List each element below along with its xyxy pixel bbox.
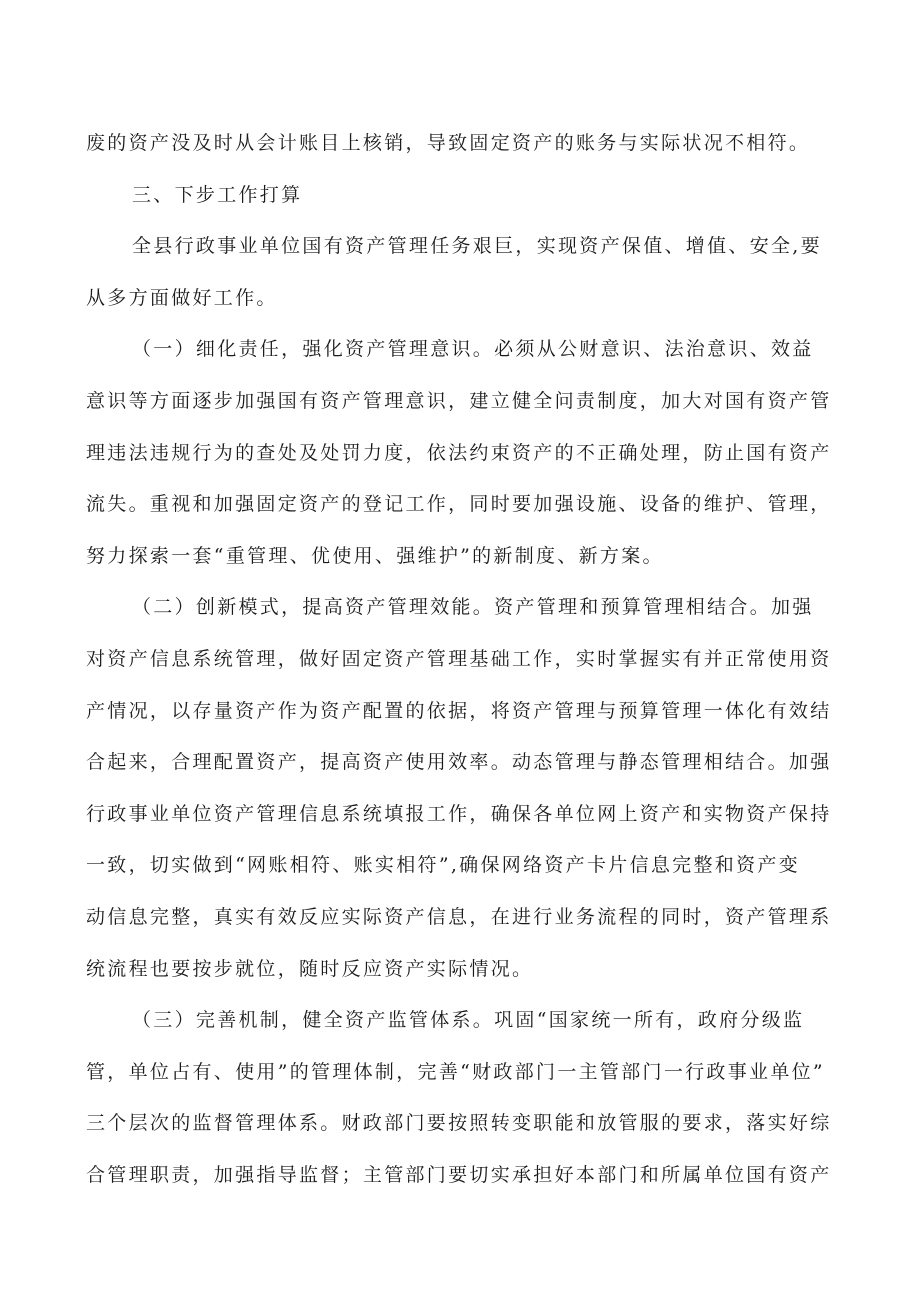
text-line: 流失。重视和加强固定资产的登记工作，同时要加强设施、设备的维护、管理， [86, 493, 832, 516]
text-line: 一致，切实做到“网账相符、账实相符”,确保网络资产卡片信息完整和资产变 [86, 854, 800, 877]
text-line: 动信息完整，真实有效反应实际资产信息，在进行业务流程的同时，资产管理系 [86, 905, 832, 928]
section-heading: 三、下步工作打算 [132, 183, 303, 206]
text-line: 行政事业单位资产管理信息系统填报工作，确保各单位网上资产和实物资产保持 [86, 802, 832, 825]
text-line: 从多方面做好工作。 [86, 286, 278, 309]
text-line: 三个层次的监督管理体系。财政部门要按照转变职能和放管服的要求，落实好综 [86, 1112, 832, 1135]
text-line: （二）创新模式，提高资产管理效能。资产管理和预算管理相结合。加强 [132, 596, 814, 619]
text-line: 产情况，以存量资产作为资产配置的依据，将资产管理与预算管理一体化有效结 [86, 699, 832, 722]
text-line: 理违法违规行为的查处及处罚力度，依法约束资产的不正确处理，防止国有资产 [86, 441, 832, 464]
text-line: 废的资产没及时从会计账目上核销，导致固定资产的账务与实际状况不相符。 [86, 132, 811, 154]
text-line: 全县行政事业单位国有资产管理任务艰巨，实现资产保值、增值、安全,要 [132, 235, 822, 258]
text-line: 管，单位占有、使用”的管理体制，完善“财政部门一主管部门一行政事业单位” [86, 1060, 825, 1083]
text-line: 合起来，合理配置资产，提高资产使用效率。动态管理与静态管理相结合。加强 [86, 751, 832, 774]
text-line: 合管理职责，加强指导监督；主管部门要切实承担好本部门和所属单位国有资产 [86, 1163, 832, 1186]
text-line: （一）细化责任，强化资产管理意识。必须从公财意识、法治意识、效益 [132, 338, 814, 361]
text-line: 对资产信息系统管理，做好固定资产管理基础工作，实时掌握实有并正常使用资 [86, 647, 832, 670]
document-body [86, 118, 856, 1201]
text-line: 意识等方面逐步加强国有资产管理意识，建立健全问责制度，加大对国有资产管 [86, 389, 832, 412]
text-line: 统流程也要按步就位，随时反应资产实际情况。 [86, 957, 534, 980]
text-line: （三）完善机制，健全资产监管体系。巩固“国家统一所有，政府分级监 [132, 1009, 805, 1032]
text-line: 努力探索一套“重管理、优使用、强维护”的新制度、新方案。 [86, 544, 664, 567]
